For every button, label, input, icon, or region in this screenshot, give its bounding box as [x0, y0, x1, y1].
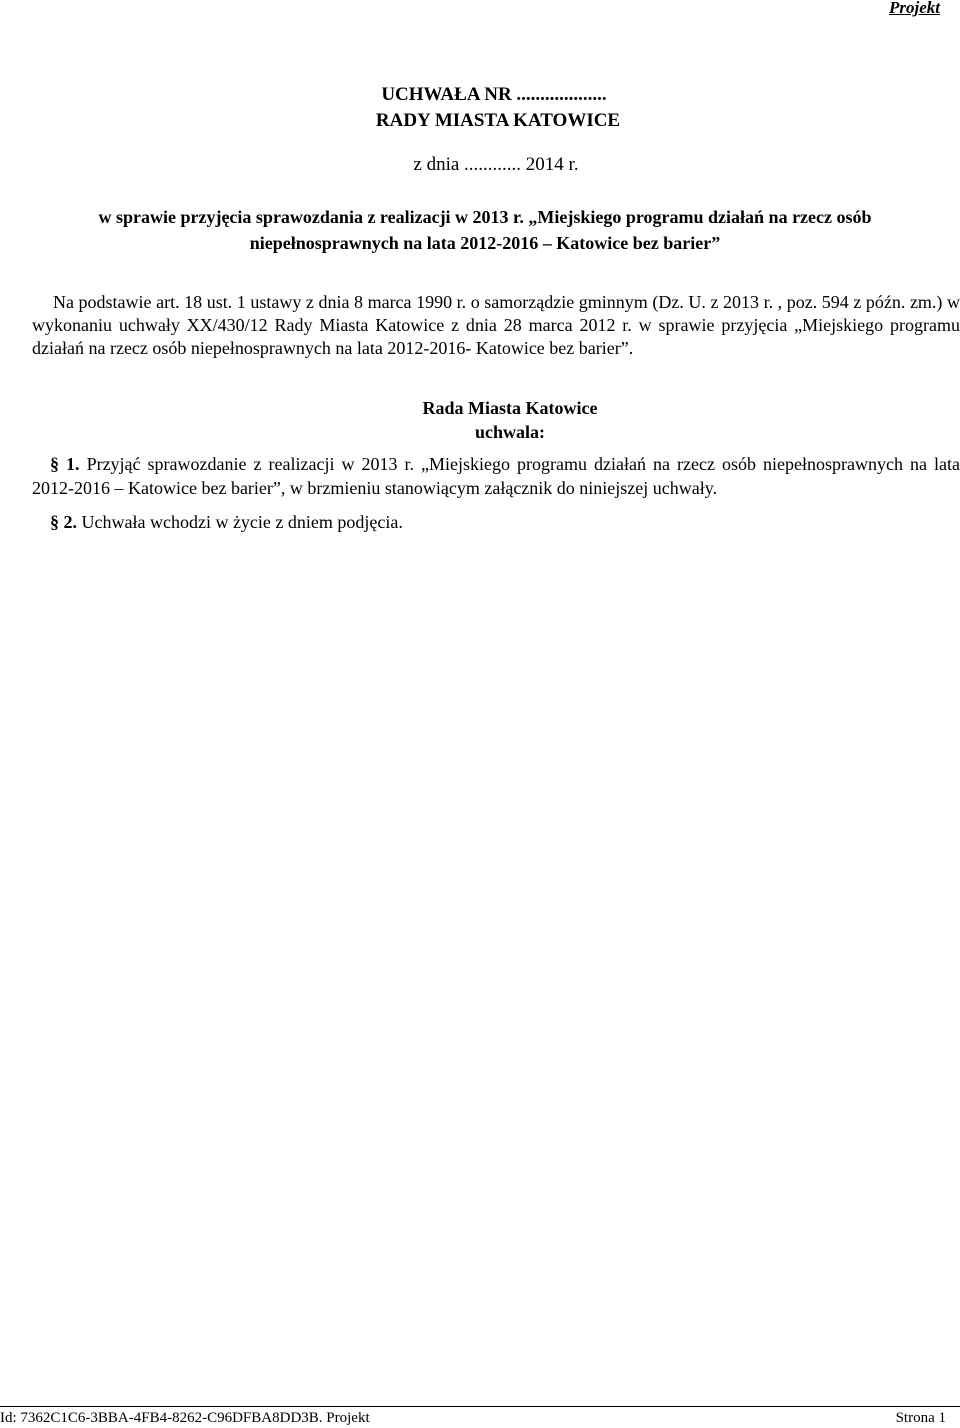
projekt-tag: Projekt [889, 0, 940, 17]
section-2 [32, 510, 932, 534]
legal-basis-paragraph [32, 291, 960, 360]
resolution-number: UCHWAŁA NR ................... [381, 84, 607, 105]
resolution-subject [40, 204, 930, 256]
council-line-2: uchwala: [474, 422, 545, 442]
resolution-title [0, 82, 960, 134]
page-number: Strona 1 [895, 1410, 946, 1426]
footer-divider [0, 1406, 960, 1407]
council-line-1: Rada Miasta Katowice [422, 398, 598, 418]
section-1-text: Przyjąć sprawozdanie z realizacji w 2013 r. „Miejskiego programu działań na rzecz osób niepełnosprawnych na lata 2012-2016 – Katowice bez barier”, w brzmieniu stanowiącym załącznik do niniejszej uchwały. [32, 454, 960, 498]
resolution-date [0, 153, 960, 177]
council-resolves [0, 396, 960, 444]
subject-line-2: niepełnosprawnych na lata 2012-2016 – Katowice bez barier” [249, 233, 721, 253]
subject-line-1: w sprawie przyjęcia sprawozdania z realizacji w 2013 r. „Miejskiego programu działań na rzecz osób [98, 207, 872, 227]
section-2-text: Uchwała wchodzi w życie z dniem podjęcia. [81, 512, 403, 532]
council-name: RADY MIASTA KATOWICE [375, 110, 621, 131]
section-1 [32, 452, 960, 500]
document-id: Id: 7362C1C6-3BBA-4FB4-8262-C96DFBA8DD3B. Projekt [0, 1410, 370, 1426]
section-1-number: § 1. [50, 454, 80, 474]
resolution-date-text: z dnia ............ 2014 r. [413, 154, 579, 175]
legal-basis-text: Na podstawie art. 18 ust. 1 ustawy z dnia 8 marca 1990 r. o samorządzie gminnym (Dz. U. z 2013 r. , poz. 594 z późn. zm.) w wykonaniu uchwały XX/430/12 Rady Miasta Katowice z dnia 28 marca 2012 r. w sprawie przyjęcia „Miejskiego programu działań na rzecz osób niepełnosprawnych na lata 2012-2016- Katowice bez barier”. [32, 292, 960, 358]
section-2-number: § 2. [50, 512, 77, 532]
page-footer [0, 1406, 960, 1428]
